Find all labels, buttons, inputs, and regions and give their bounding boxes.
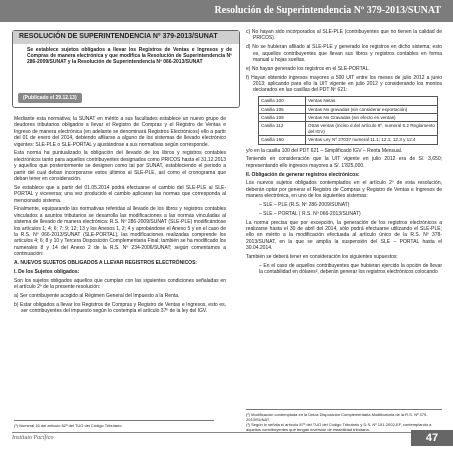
table-cell: Ventas No Gravadas (sin efecto en ventas) (306, 114, 438, 122)
list-item: b) Estar obligados a llevar los Registros de Compras y Registro de Ventas e Ingresos, esto es, ser contribuyentes del impuesto según lo contempla el artículo 37º de la ley del IGV. (14, 301, 226, 315)
table-cell: Casilla 105 (259, 105, 306, 113)
list-item: – SLE – PORTAL ( R.S. Nº 066-2013/SUNAT) (259, 210, 361, 217)
list-item: f) Hayan obtenido ingresos mayores a 500 UIT entre los meses de julio 2012 a junio 2013; aplicando para ello la UIT vigente en julio 2012 y considerando los montos declarados en las casillas del PDT Nº 621: (246, 74, 442, 94)
list-item: e) No hayan generado los registros en el SLE-PORTAL. (246, 65, 370, 72)
list-item: d) No se hubieran afiliado al SLE-PLE y generado los registros en dicho sistema; esto es, aquellos contribuyentes que llevan sus libros y registros contables en forma manual u hojas sueltas. (246, 44, 442, 64)
footnotes-right (246, 409, 442, 432)
table-row (259, 105, 438, 113)
table-cell: Casilla 109 (259, 114, 306, 122)
paragraph: Se establece que a partir del 01.05.2014 podrá efectuarse el cambio del SLE-PLE al SLE-PORTAL y viceversa; una vez producido el cambio aplicaran las normas que corresponda al mencionado sistema. (14, 184, 226, 204)
section-heading-a: A. NUEVOS SUJETOS OBLIGADOS A LLEVAR REGISTROS ELECTRÓNICOS: (14, 260, 198, 267)
list-item: – En el caso de aquellos contribuyentes que hubieran ejercido la opción de llevar la contabilidad en dólares², deberán generar los registros electrónicos colocando (259, 262, 442, 276)
table-cell: Casilla 160 (259, 136, 306, 144)
paragraph: Mediante esta normativa; la SUNAT en mérito a sus facultades establece un nuevo grupo de deudores tributarios obligados a llevar el Registro de Compras y el Registro de Ventas e Ingreso de manera electrónica (en adelante se denominará Registros Electrónicos) ello a partir del 01 de enero del 2014, debiendo afiliarse a alguno de los sistemas de llevado electrónico vigentes: SLE-PLE o SLE-PORTAL y ajustándose a sus normativas según corresponde. (14, 116, 226, 148)
table-row (259, 97, 438, 105)
page-number: 47 (411, 430, 453, 446)
paragraph: También se deberá tener en consideración los siguientes supuestos: (246, 254, 398, 261)
paragraph: Los nuevos sujetos obligados contemplados en el artículo 2º de esta resolución, deberán optar por generar el Registro de Compras y Registro de Ventas e Ingresos de manera electrónica, en uno de los siguientes sistemas: (246, 180, 442, 200)
table-cell: Ventas Ley Nº 27037 numeral 11.1; 12.1; 12.3 y 12.4 (306, 136, 438, 144)
bottom-rule (12, 432, 441, 433)
right-column (246, 29, 442, 278)
left-column (14, 116, 226, 317)
table-row (259, 136, 438, 144)
paragraph: Teniendo en consideración que la UIT vigente en julio 2012 era de S/. 3,650; representando ello ingresos mayores a S/. 1'825,000. (246, 156, 442, 169)
subsection-heading-ii: II. Obligación de generar registros electrónicos: (246, 171, 360, 178)
table-cell: Ventas No gravadas (sin considerar exportación) (306, 105, 438, 113)
table-cell: Ventas Netas. (306, 97, 438, 105)
table-row (259, 122, 438, 136)
table-cell: Otras ventas (inciso d del artículo 6º, numeral 6.2 Reglamento del IGV) (306, 122, 438, 136)
paragraph: Finalmente, equiparando las normativas referidas al llevado de los libros y registros contables vinculados a asuntos tributarios se desarrolla las modificaciones a las normas vinculadas al sistema de llevado de manera electrónica: R.S. Nº 286-2009/SUNAT (SLE-PLE) modificándose los artículos 1; 4; 6; 7; 9; 12; 13 y los Anexos 1, 2; 4 y aprobándose el Anexo 5 y en el caso de la R.S. Nº 066-2013/SUNAT (SLE-PORTAL), las modificaciones realizadas comprende los artículos 4; 6; 8 y 10 y Tercera Disposición Complementaria Final; también se ha modificado los numerales 8 y 14 del Anexo 2 de la R.S. Nº 234-2006/SUNAT; según comentamos a continuación: (14, 206, 226, 258)
paragraph: Son los sujetos obligados aquellos que cumplan con las siguientes condiciones señaladas en el artículo 2º de la presente resolución: (14, 277, 226, 291)
footnote: (²) Modificación contemplada en la Única Disposición Complementaria Modificatoria de la R.S. Nº 379-2013/SUNAT. (246, 412, 428, 422)
resolution-box (12, 30, 240, 108)
paragraph: La norma precisa que por excepción, la generación de los registros electrónicos a realizarse hasta el 30 de abril del 2014, sólo podrá efectuarse utilizando el SLE-PLE; ello en mérito a la modificación efectuada al artículo único de la R.S. Nº 378-2013/SUNAT, en la que se amplía la suspensión del SLE – PORTAL hasta el 30.04.2014. (246, 219, 442, 252)
table-cell: Casilla 100 (259, 97, 306, 105)
publication-date-badge: (Publicado el 29.12.13) (18, 93, 82, 103)
paragraph: Esta norma ha puntualizado la obligación del llevado de los libros y registros contables electrónicos tanto para aquellos contribuyentes designados como PRICOS hasta el 31.12.2013 y aquellos que posteriormente se designen como tal por SUNAT, estableciendo el periodo a partir del cual deban incorporarse estos últimos al SLE-PLE, así como el cronograma que deban tener en consideración. (14, 150, 226, 183)
resolution-title: RESOLUCIÓN DE SUPERINTENDENCIA Nº 379-2013/SUNAT (19, 33, 218, 40)
list-item: – SLE – PLE (R.S. Nº 286-2009/SUNAT) (259, 202, 350, 209)
publisher-name: Instituto Pacífico (12, 435, 54, 441)
footnote: (¹) Numeral 16 del artículo 62º del TUO del Código Tributario. (14, 420, 214, 428)
list-item: c) No hayan sido incorporados al SLE-PLE (contribuyentes que no tienen la calidad de PRICOS). (246, 29, 442, 42)
header-title: Resolución de Superintendencia Nº 379-2013/SUNAT (214, 5, 441, 16)
paragraph: y/o en la casilla 100 del PDT 621 – Simplificado IGV – Renta Mensual. (246, 147, 403, 154)
table-cell: Casilla 112 (259, 122, 306, 136)
page-header (0, 0, 453, 22)
resolution-header-bar (13, 31, 239, 44)
list-item: a) Ser contribuyente acogido al Régimen General del Impuesto a la Renta. (14, 292, 180, 299)
resolution-summary: Se establece sujetos obligados a llevar los Registros de Ventas e Ingresos y de Compras de manera electrónica y que modifica la Resolución de Superintendencia Nº 286-2009/SUNAT y la Resolución de Superintendencia Nº 066-2013/SUNAT (27, 47, 232, 66)
table-row (259, 114, 438, 122)
casillas-table (258, 96, 438, 144)
subsection-heading-i: I. De los Sujetos obligados: (14, 268, 80, 275)
footnote: (³) Según lo señala el artículo 87º del TUO del Código Tributario y D.S. Nº 151-2002-EF, contemplando a aquellos contribuyentes que tengan inversión de estabilidad tributaria. (246, 422, 432, 432)
